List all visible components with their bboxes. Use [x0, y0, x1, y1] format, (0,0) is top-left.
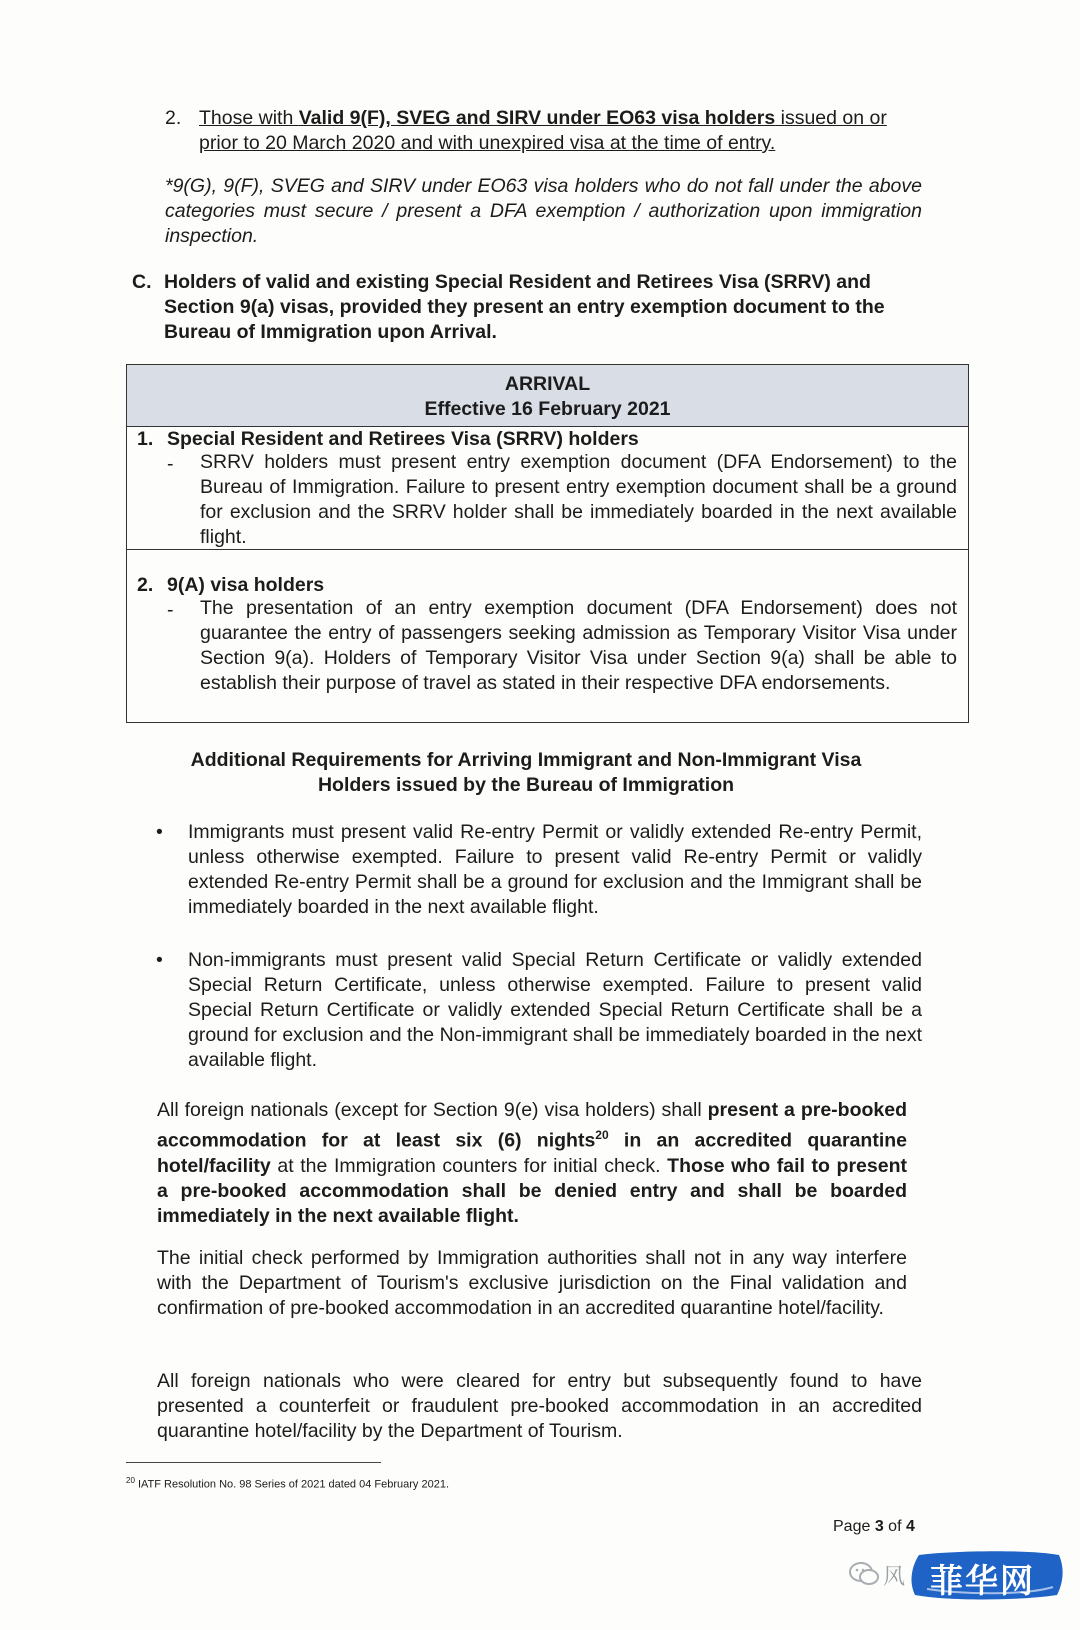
row-text: The presentation of an entry exemption document (DFA Endorsement) does not guarantee the entry of passengers seeking admission as Temporary Visitor Visa under Section 9(a). Holders of Temporary Visitor Visa under Section 9(a) shall be able to establish their purpose of travel as stated in their respective DFA endorsements. [200, 597, 957, 694]
footnote: $^{20}$ IATF Resolution No. 98 Series of 2021 dated 04 February 2021. [126, 1476, 449, 1491]
wechat-icon [848, 1560, 880, 1588]
page-number: Page 3 of 4 [833, 1518, 915, 1535]
section-c [132, 270, 932, 345]
table-header-date: Effective 16 February 2021 [424, 398, 671, 420]
list-item [156, 820, 922, 920]
bullet-text: Immigrants must present valid Re-entry Permit or validly extended Re-entry Permit, unless otherwise exempted. Failure to present valid Re-entry Permit or validly extended Re-entry Permit shall be a ground for exclusion and the Immigrant shall be immediately boarded in the next available flight. [188, 821, 922, 918]
table-header [127, 365, 968, 427]
watermark-logo-text: 菲华网 [930, 1561, 1035, 1600]
item-bold-text: Valid 9(F), SVEG and SIRV under EO63 visa holders [298, 107, 776, 129]
fraud-paragraph: All foreign nationals who were cleared for entry but subsequently found to have presented a counterfeit or fraudulent pre-booked accommodation in an accredited quarantine hotel/facility by the Department of Tourism. [157, 1370, 922, 1442]
row-text: SRRV holders must present entry exemption document (DFA Endorsement) to the Bureau of Immigration. Failure to present entry exemption document shall be a ground for exclusion and the SRRV holder shall be immediately boarded in the next available flight. [200, 451, 957, 548]
bullet-text: Non-immigrants must present valid Special Return Certificate or validly extended Special Return Certificate, unless otherwise exempted. Failure to present valid Special Return Certificate or validly extended Special Return Certificate shall be a ground for exclusion and the Non-immigrant shall be immediately boarded in the next available flight. [188, 949, 922, 1071]
section-heading: Holders of valid and existing Special Resident and Retirees Visa (SRRV) and Section 9(a) visas, provided they present an entry exemption document to the Bureau of Immigration upon Arrival. [164, 271, 885, 343]
row-title: 1. Special Resident and Retirees Visa (SRRV) holders [137, 428, 639, 450]
initial-check-paragraph: The initial check performed by Immigration authorities shall not in any way interfere with the Department of Tourism's exclusive jurisdiction on the Final validation and confirmation of pre-booked accommodation in an accredited quarantine hotel/facility. [157, 1247, 907, 1319]
bullet-icon: • [156, 821, 163, 843]
table-header-title: ARRIVAL [504, 373, 591, 395]
watermark-partial-text: 风 [883, 1565, 906, 1590]
item-number: 2. [165, 107, 182, 129]
row-title: 2. 9(A) visa holders [137, 574, 325, 596]
footnote-ref: 20 [595, 1128, 609, 1142]
list-item [156, 948, 922, 1073]
arrival-table [126, 364, 969, 723]
list-item-2 [165, 106, 922, 156]
item-text: Those with Valid 9(F), SVEG and SIRV under EO63 visa holders issued on or prior to 20 March 2020 and with unexpired visa at the time of entry. [199, 107, 887, 154]
accommodation-paragraph: All foreign nationals (except for Section 9(e) visa holders) shall present a pre-booked accommodation for at least six (6) nights$^{20}$ in an accredited quarantine hotel/facility at the Immigration counters for initial check. Those who fail to present a pre-booked accommodation shall be denied entry and shall be boarded immediately in the next available flight. [157, 1099, 908, 1227]
row-dash: - [167, 599, 174, 621]
additional-requirements-heading: Additional Requirements for Arriving Immigrant and Non-Immigrant Visa Holders issued by the Bureau of Immigration [190, 749, 862, 796]
table-row [127, 427, 968, 550]
section-label: C. [132, 271, 152, 293]
footnote-divider [126, 1462, 381, 1463]
row-dash: - [167, 453, 174, 475]
exemption-note: *9(G), 9(F), SVEG and SIRV under EO63 visa holders who do not fall under the above categories must secure / present a DFA exemption / authorization upon immigration inspection. [165, 175, 922, 247]
bullet-icon: • [156, 949, 163, 971]
